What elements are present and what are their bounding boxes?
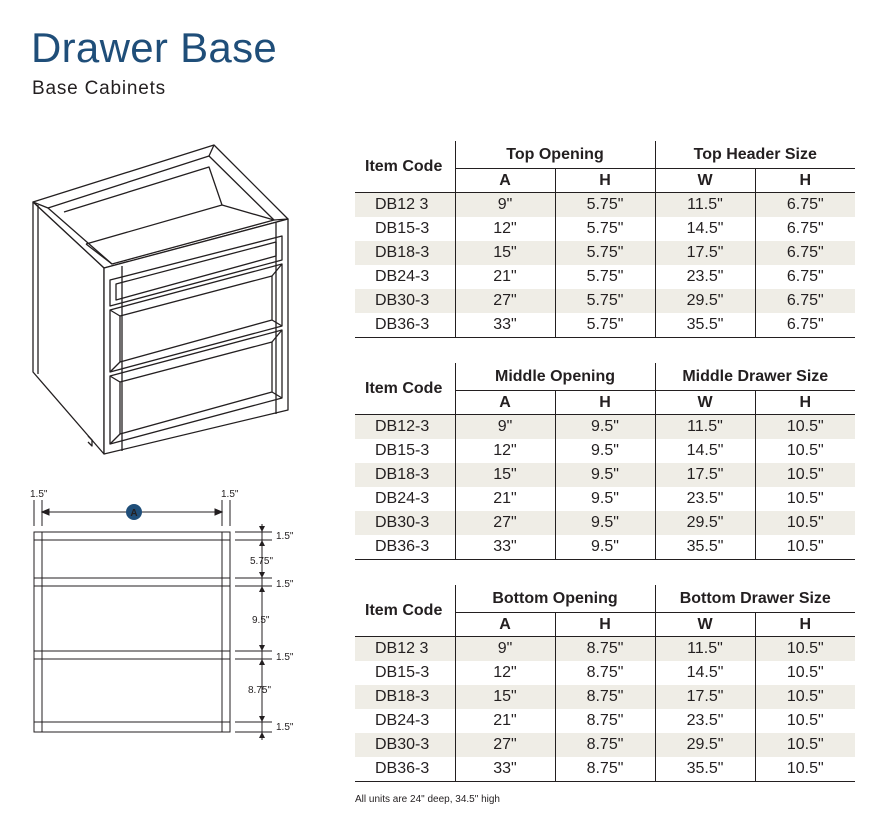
table-cell: 33" xyxy=(455,313,555,338)
table-cell: 10.5" xyxy=(755,511,855,535)
table-cell: 11.5" xyxy=(655,637,755,662)
table-cell: 33" xyxy=(455,757,555,782)
table-cell: 9" xyxy=(455,415,555,440)
table-cell: 10.5" xyxy=(755,637,855,662)
table-cell: 6.75" xyxy=(755,265,855,289)
table-cell: 17.5" xyxy=(655,685,755,709)
table-cell: 29.5" xyxy=(655,289,755,313)
table-cell: 21" xyxy=(455,265,555,289)
opening-header: Bottom Opening xyxy=(455,585,655,613)
table-cell: 8.75" xyxy=(555,661,655,685)
item-code-cell: DB15-3 xyxy=(375,664,430,681)
item-code-cell: DB15-3 xyxy=(375,220,430,237)
sub-header-h: H xyxy=(755,613,855,637)
table-cell: 35.5" xyxy=(655,535,755,560)
table-cell: 27" xyxy=(455,733,555,757)
table-cell: 11.5" xyxy=(655,415,755,440)
table-cell: 12" xyxy=(455,217,555,241)
cabinet-isometric-drawing xyxy=(26,140,306,465)
table-cell: 6.75" xyxy=(755,241,855,265)
table-cell: 9.5" xyxy=(555,535,655,560)
table-cell: 14.5" xyxy=(655,217,755,241)
table-cell: 11.5" xyxy=(655,193,755,218)
sub-header-a: A xyxy=(455,391,555,415)
bottom-opening-dimension: 8.75" xyxy=(248,685,272,696)
item-code-cell: DB12-3 xyxy=(355,415,455,440)
table-row xyxy=(355,415,855,440)
table-row xyxy=(355,511,855,535)
table-row xyxy=(355,463,855,487)
table-cell: 23.5" xyxy=(655,265,755,289)
item-code-cell: DB30-3 xyxy=(355,733,455,757)
size-header: Middle Drawer Size xyxy=(655,363,855,391)
table-cell: 10.5" xyxy=(755,463,855,487)
opening-header: Top Opening xyxy=(455,141,655,169)
top-opening-table xyxy=(355,141,855,338)
table-cell: 6.75" xyxy=(755,217,855,241)
table-cell: 17.5" xyxy=(655,241,755,265)
opening-header: Middle Opening xyxy=(455,363,655,391)
item-code-cell: DB18-3 xyxy=(355,241,455,265)
sub-header-a: A xyxy=(455,613,555,637)
item-code-cell: DB24-3 xyxy=(375,490,430,507)
table-cell: 10.5" xyxy=(755,661,855,685)
bottom-opening-table xyxy=(355,585,855,782)
item-code-header: Item Code xyxy=(355,585,455,637)
page-subtitle: Base Cabinets xyxy=(32,78,166,99)
table-cell: 9" xyxy=(455,193,555,218)
table-row xyxy=(355,535,855,560)
table-row xyxy=(355,439,855,463)
item-code-cell: DB12 3 xyxy=(355,637,455,662)
size-header: Bottom Drawer Size xyxy=(655,585,855,613)
footnote: All units are 24" deep, 34.5" high xyxy=(355,794,500,805)
top-opening-dimension: 5.75" xyxy=(250,556,274,567)
table-cell: 8.75" xyxy=(555,733,655,757)
table-cell: 14.5" xyxy=(655,439,755,463)
table-cell: 10.5" xyxy=(755,685,855,709)
table-cell: 5.75" xyxy=(555,313,655,338)
item-code-cell: DB15-3 xyxy=(375,442,430,459)
table-cell: 5.75" xyxy=(555,241,655,265)
table-cell: 35.5" xyxy=(655,313,755,338)
table-row xyxy=(355,265,855,289)
sub-header-w: W xyxy=(655,391,755,415)
rail-2-dimension: 1.5" xyxy=(276,579,294,590)
table-cell: 29.5" xyxy=(655,733,755,757)
table-cell: 29.5" xyxy=(655,511,755,535)
table-cell: 23.5" xyxy=(655,487,755,511)
table-cell: 8.75" xyxy=(555,637,655,662)
table-cell: 5.75" xyxy=(555,193,655,218)
table-cell: 6.75" xyxy=(755,289,855,313)
table-cell: 17.5" xyxy=(655,463,755,487)
table-cell: 14.5" xyxy=(655,661,755,685)
item-code-cell: DB36-3 xyxy=(355,313,455,338)
table-cell: 10.5" xyxy=(755,535,855,560)
table-cell: 9.5" xyxy=(555,439,655,463)
table-row xyxy=(355,733,855,757)
table-cell: 15" xyxy=(455,685,555,709)
middle-opening-table xyxy=(355,363,855,560)
table-cell: 23.5" xyxy=(655,709,755,733)
item-code-cell: DB30-3 xyxy=(355,511,455,535)
table-cell: 27" xyxy=(455,511,555,535)
middle-opening-dimension: 9.5" xyxy=(252,615,270,626)
table-cell: 10.5" xyxy=(755,733,855,757)
table-cell: 15" xyxy=(455,463,555,487)
table-cell: 10.5" xyxy=(755,415,855,440)
item-code-cell: DB30-3 xyxy=(355,289,455,313)
table-cell: 21" xyxy=(455,487,555,511)
item-code-cell: DB36-3 xyxy=(355,757,455,782)
table-cell: 15" xyxy=(455,241,555,265)
cabinet-front-elevation xyxy=(22,486,322,756)
item-code-header: Item Code xyxy=(355,363,455,415)
item-code-cell: DB18-3 xyxy=(355,463,455,487)
table-row xyxy=(355,757,855,782)
table-row xyxy=(355,685,855,709)
table-cell: 35.5" xyxy=(655,757,755,782)
bottom-rail-dimension: 1.5" xyxy=(276,722,294,733)
rail-3-dimension: 1.5" xyxy=(276,652,294,663)
top-rail-dimension: 1.5" xyxy=(276,531,294,542)
table-row xyxy=(355,313,855,338)
sub-header-a: A xyxy=(455,169,555,193)
size-header: Top Header Size xyxy=(655,141,855,169)
table-cell: 10.5" xyxy=(755,757,855,782)
table-cell: 6.75" xyxy=(755,313,855,338)
width-marker-label: A xyxy=(130,508,138,519)
table-row xyxy=(355,637,855,662)
table-cell: 10.5" xyxy=(755,487,855,511)
table-cell: 8.75" xyxy=(555,757,655,782)
table-row xyxy=(355,487,855,511)
table-cell: 9.5" xyxy=(555,487,655,511)
table-row xyxy=(355,193,855,218)
table-cell: 9.5" xyxy=(555,415,655,440)
sub-header-h: H xyxy=(755,169,855,193)
right-stile-dimension: 1.5" xyxy=(221,489,239,500)
sub-header-w: W xyxy=(655,169,755,193)
table-cell: 9.5" xyxy=(555,463,655,487)
left-stile-dimension: 1.5" xyxy=(30,489,48,500)
item-code-cell: DB24-3 xyxy=(375,712,430,729)
table-cell: 8.75" xyxy=(555,685,655,709)
table-cell: 5.75" xyxy=(555,265,655,289)
table-row xyxy=(355,709,855,733)
table-cell: 5.75" xyxy=(555,217,655,241)
item-code-header: Item Code xyxy=(355,141,455,193)
table-cell: 21" xyxy=(455,709,555,733)
table-cell: 8.75" xyxy=(555,709,655,733)
sub-header-h: H xyxy=(555,391,655,415)
sub-header-h: H xyxy=(555,613,655,637)
sub-header-w: W xyxy=(655,613,755,637)
table-cell: 6.75" xyxy=(755,193,855,218)
item-code-cell: DB36-3 xyxy=(355,535,455,560)
table-cell: 12" xyxy=(455,661,555,685)
table-cell: 9.5" xyxy=(555,511,655,535)
table-row xyxy=(355,217,855,241)
table-cell: 10.5" xyxy=(755,439,855,463)
sub-header-h: H xyxy=(755,391,855,415)
item-code-cell: DB24-3 xyxy=(375,268,430,285)
table-cell: 12" xyxy=(455,439,555,463)
table-cell: 33" xyxy=(455,535,555,560)
table-row xyxy=(355,241,855,265)
item-code-cell: DB12 3 xyxy=(355,193,455,218)
sub-header-h: H xyxy=(555,169,655,193)
item-code-cell: DB18-3 xyxy=(355,685,455,709)
table-cell: 27" xyxy=(455,289,555,313)
table-cell: 10.5" xyxy=(755,709,855,733)
table-cell: 9" xyxy=(455,637,555,662)
page-title: Drawer Base xyxy=(31,24,278,71)
table-cell: 5.75" xyxy=(555,289,655,313)
table-row xyxy=(355,661,855,685)
table-row xyxy=(355,289,855,313)
